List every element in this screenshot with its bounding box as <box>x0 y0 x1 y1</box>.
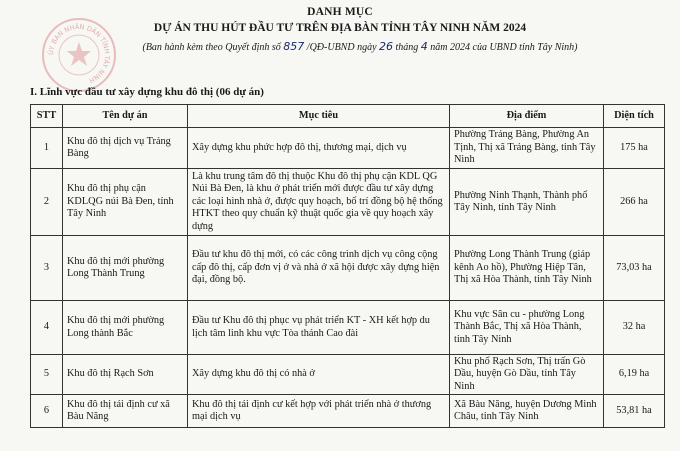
table-header-row <box>31 105 665 128</box>
subtitle-prefix: (Ban hành kèm theo Quyết định số <box>142 42 281 53</box>
row-project-name: Khu đô thị mới phường Long Thành Trung <box>63 236 188 301</box>
row-area: 266 ha <box>604 169 665 236</box>
row-stt: 2 <box>31 169 63 236</box>
row-area: 73,03 ha <box>604 236 665 301</box>
row-stt: 5 <box>31 355 63 395</box>
table-row <box>31 236 665 301</box>
document-heading: DỰ ÁN THU HÚT ĐẦU TƯ TRÊN ĐỊA BÀN TỈNH TÂY NINH NĂM 2024 <box>153 22 527 34</box>
row-stt: 3 <box>31 236 63 301</box>
row-project-name: Khu đô thị phụ cận KDLQG núi Bà Đen, tỉnh Tây Ninh <box>63 169 188 236</box>
row-location: Phường Ninh Thạnh, Thành phố Tây Ninh, tỉnh Tây Ninh <box>450 169 604 236</box>
row-goal: Đầu tư khu đô thị mới, có các công trình dịch vụ công cộng cấp đô thị, cấp đơn vị ở và nhà ở xã hội được xây dựng hiện đại, đồng bộ. <box>188 236 450 301</box>
row-project-name: Khu đô thị dịch vụ Trảng Bàng <box>63 128 188 169</box>
row-area: 53,81 ha <box>604 395 665 428</box>
row-location: Khu vực Sân cu - phường Long Thành Bắc, Thị xã Hòa Thành, tỉnh Tây Ninh <box>450 301 604 355</box>
row-area: 32 ha <box>604 301 665 355</box>
table-row <box>31 301 665 355</box>
row-goal: Xây dựng khu đô thị có nhà ở <box>188 355 450 395</box>
header-location: Địa điểm <box>450 105 604 128</box>
decision-number: 857 <box>283 40 305 53</box>
row-goal: Khu đô thị tái định cư kết hợp với phát triển nhà ở thương mại dịch vụ <box>188 395 450 428</box>
row-location: Phường Trảng Bàng, Phường An Tịnh, Thị xã Trảng Bàng, tỉnh Tây Ninh <box>450 128 604 169</box>
row-stt: 1 <box>31 128 63 169</box>
subtitle-month-label: tháng <box>395 42 419 53</box>
row-project-name: Khu đô thị mới phường Long thành Bắc <box>63 301 188 355</box>
projects-table <box>30 104 665 428</box>
row-stt: 4 <box>31 301 63 355</box>
document-title: DANH MỤC <box>307 6 373 18</box>
header-goal: Mục tiêu <box>188 105 450 128</box>
row-location: Khu phố Rạch Sơn, Thị trấn Gò Dầu, huyện Gò Dầu, tỉnh Tây Ninh <box>450 355 604 395</box>
table-row <box>31 395 665 428</box>
row-goal: Xây dựng khu phức hợp đô thị, thương mại, dịch vụ <box>188 128 450 169</box>
row-goal: Là khu trung tâm đô thị thuộc Khu đô thị phụ cận KDL QG Núi Bà Đen, là khu ở phát triển mới được đầu tư xây dựng các loại hình nhà ở, được quy hoạch, bố trí đồng bộ hệ thống HTKT theo quy chuẩn kỹ thuật quốc gia về quy hoạch xây dựng <box>188 169 450 236</box>
svg-text:ỦY BAN NHÂN DÂN TỈNH TÂY NINH: ỦY BAN NHÂN DÂN TỈNH TÂY NINH <box>46 22 112 85</box>
row-project-name: Khu đô thị tái định cư xã Bàu Năng <box>63 395 188 428</box>
table-row <box>31 169 665 236</box>
row-area: 6,19 ha <box>604 355 665 395</box>
row-stt: 6 <box>31 395 63 428</box>
row-project-name: Khu đô thị Rạch Sơn <box>63 355 188 395</box>
table-row <box>31 128 665 169</box>
header-stt: STT <box>31 105 63 128</box>
table-row <box>31 355 665 395</box>
row-location: Phường Long Thành Trung (giáp kênh Ao hồ), Phường Hiệp Tân, Thị xã Hòa Thành, tỉnh Tây Ninh <box>450 236 604 301</box>
subtitle-suffix: năm 2024 của UBND tỉnh Tây Ninh) <box>430 42 578 53</box>
document-subtitle <box>40 40 680 53</box>
decision-month: 4 <box>420 40 428 53</box>
header-area: Diện tích <box>604 105 665 128</box>
subtitle-mid: /QĐ-UBND ngày <box>306 42 377 53</box>
decision-day: 26 <box>379 40 394 53</box>
row-goal: Đầu tư Khu đô thị phục vụ phát triển KT - XH kết hợp du lịch tâm linh khu vực Tòa thánh Cao đài <box>188 301 450 355</box>
row-location: Xã Bàu Năng, huyện Dương Minh Châu, tỉnh Tây Ninh <box>450 395 604 428</box>
section-title: I. Lĩnh vực đầu tư xây dựng khu đô thị (06 dự án) <box>30 86 264 98</box>
row-area: 175 ha <box>604 128 665 169</box>
header-project-name: Tên dự án <box>63 105 188 128</box>
